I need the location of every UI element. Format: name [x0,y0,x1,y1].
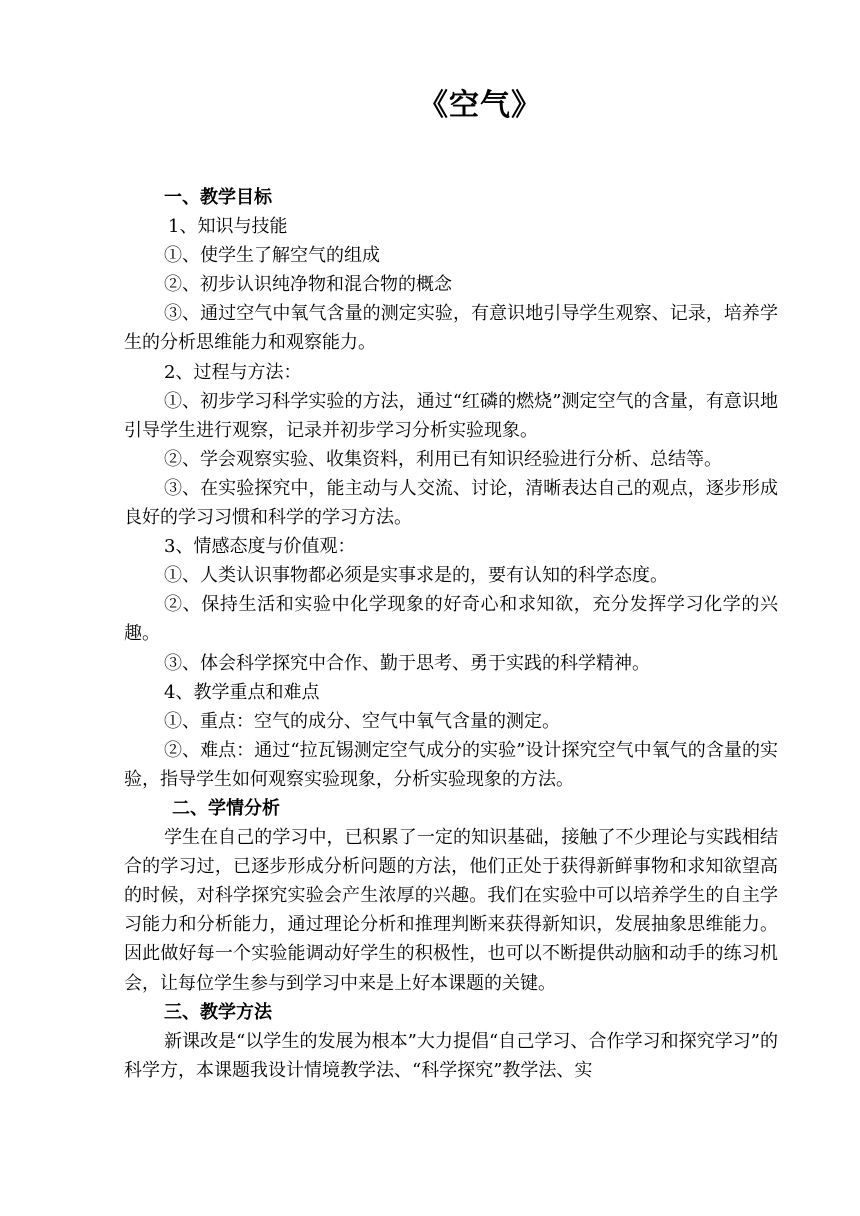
section-heading-student-analysis: 二、学情分析 [172,797,280,819]
subheading-process-methods: 2、过程与方法： [164,361,302,383]
paragraph: ①、重点：空气的成分、空气中氧气含量的测定。 [164,710,560,732]
paragraph: ③、在实验探究中，能主动与人交流、讨论，清晰表达自己的观点，逐步形成良好的学习习惯和科学的学习方法。 [124,477,778,529]
paragraph: ②、难点：通过“拉瓦锡测定空气成分的实验”设计探究空气中氧气的含量的实验，指导学生如何观察实验现象，分析实验现象的方法。 [124,739,778,790]
section-heading-teaching-goals: 一、教学目标 [164,187,272,208]
section-heading-teaching-methods: 三、教学方法 [164,1001,272,1023]
paragraph: ②、保持生活和实验中化学现象的好奇心和求知欲，充分发挥学习化学的兴趣。 [124,594,778,645]
paragraph: ③、通过空气中氧气含量的测定实验，有意识地引导学生观察、记录，培养学生的分析思维能力和观察能力。 [124,303,778,354]
paragraph: ①、使学生了解空气的组成 [164,245,380,267]
paragraph: ①、人类认识事物都必须是实事求是的，要有认知的科学态度。 [164,565,668,587]
paragraph: ③、体会科学探究中合作、勤于思考、勇于实践的科学精神。 [164,652,650,674]
subheading-knowledge-skills: 1、知识与技能 [168,216,288,238]
paragraph: ②、学会观察实验、收集资料，利用已有知识经验进行分析、总结等。 [164,448,722,470]
subheading-key-difficult-points: 4、教学重点和难点 [164,681,320,703]
subheading-attitude-values: 3、情感态度与价值观： [164,536,356,558]
paragraph: 新课改是“以学生的发展为根本”大力提倡“自己学习、合作学习和探究学习”的科学方，本课题我设计情境教学法、“科学探究”教学法、实 [124,1030,778,1081]
paragraph: ①、初步学习科学实验的方法，通过“红磷的燃烧”测定空气的含量，有意识地引导学生进行观察，记录并初步学习分析实验现象。 [124,390,778,441]
paragraph: 学生在自己的学习中，已积累了一定的知识基础，接触了不少理论与实践相结合的学习过，已逐步形成分析问题的方法，他们正处于获得新鲜事物和求知欲望高的时候，对科学探究实验会产生浓厚的兴趣。我们在实验中可以培养学生的自主学习能力和分析能力，通过理论分析和推理判断来获得新知识，发展抽象思维能力。因此做好每一个实验能调动好学生的积极性，也可以不断提供动脑和动手的练习机会，让每位学生参与到学习中来是上好本课题的关键。 [124,827,778,994]
document-body [124,183,778,1085]
document-title: 《空气》 [418,88,542,123]
paragraph: ②、初步认识纯净物和混合物的概念 [164,274,452,296]
